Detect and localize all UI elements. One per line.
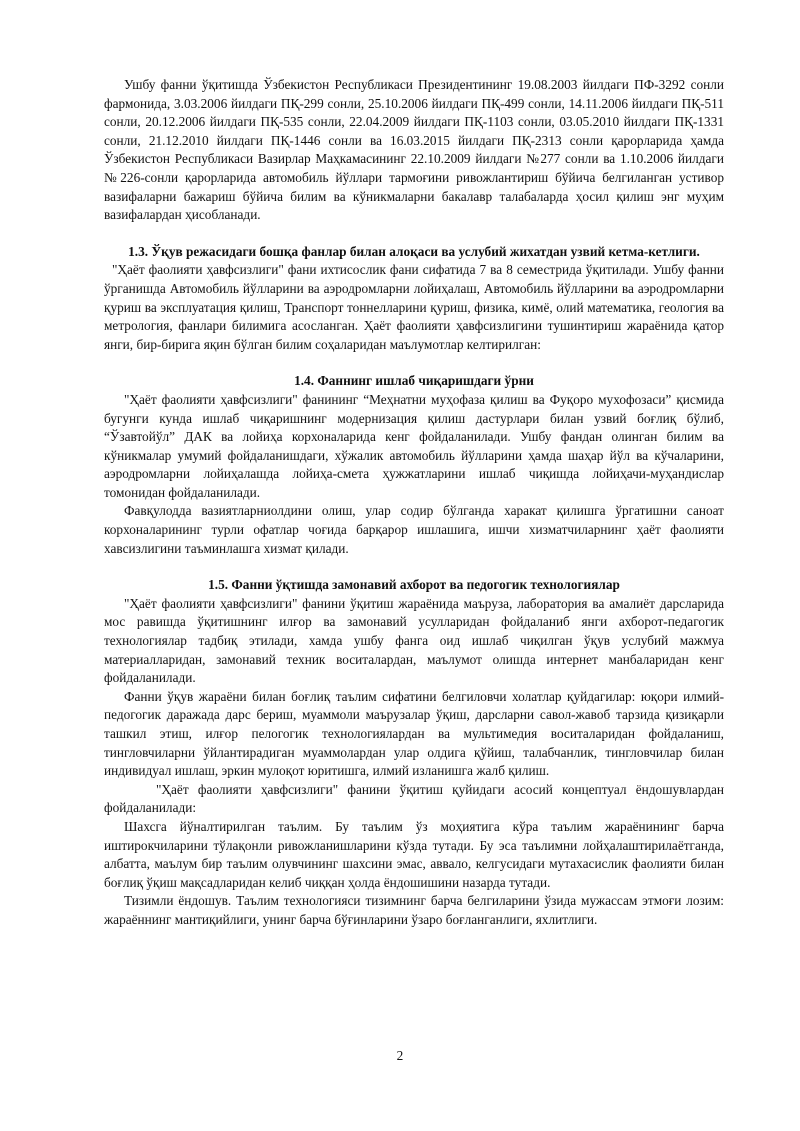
section-1-5-paragraph: Фанни ўқув жараёни билан боғлиқ таълим сифатини белгиловчи холатлар қуйдагилар: юқори илмий-педогогик даражада дарс бериш, муаммоли маърузалар ўқиш, дарсларни савол-жавоб тарзида қизиқарли ташкил этиш, илғор пелогогик технологиялардан ва мультимедия воситаларидан фойдаланиш, тингловчиларни ўйлантирадиган муаммолардан улар олдига қўйиш, талабчанлик, тингловчилар билан индивидуал ишлаш, эркин мулоқот юритишга, илмий изланишга жалб қилиш. — [104, 688, 724, 779]
section-1-3-heading: 1.3. Ўқув режасидаги бошқа фанлар билан алоқаси ва услубий жихатдан узвий кетма-кетлиги. — [128, 243, 700, 259]
section-1-5-paragraph: Тизимли ёндошув. Таълим технологияси тизимнинг барча белгиларини ўзида мужассам этмоғи лозим: жараённинг мантиқийлиги, унинг барча бўғинларини ўзаро боғланганлиги, яхлитлиги. — [104, 893, 724, 927]
page-number: 2 — [396, 1048, 404, 1063]
spacer — [104, 354, 724, 372]
section-1-5-paragraph: "Ҳаёт фаолияти ҳавфсизлиги" фанини ўқитиш жараёнида маъруза, лаборатория ва амалиёт дарсларида мос равишда ўқитишнинг илғор ва замонавий усулларидан фойдаланиб янги ахборот-педагогик технологиялар тадбиқ этилади, хамда ушбу фанга оид ишлаб чиқилган ўқув услубий мажмуа материалларидан, замонавий техник воситалардан, маълумот олишда интернет манбаларидан кенг фойдаланилади. — [104, 595, 724, 686]
document-page — [104, 76, 724, 930]
section-1-4-paragraph: Фавқулодда вазиятларниолдини олиш, улар содир бўлганда харакат қилишга ўргатишни саноат корхоналарининг турли офатлар чоғида барқарор ишлашига, ишчи хизматчиларнинг ҳаёт фаолияти хавсизлигини таъминлашга хизмат қилади. — [104, 503, 724, 556]
intro-paragraph: Ушбу фанни ўқитишда Ўзбекистон Республикаси Президентининг 19.08.2003 йилдаги ПФ-3292 сонли фармонида, 3.03.2006 йилдаги ПҚ-299 сонли, 25.10.2006 йилдаги ПҚ-499 сонли, 14.11.2006 йилдаги ПҚ-511 сонли, 20.12.2006 йилдаги ПҚ-535 сонли, 22.04.2009 йилдаги ПҚ-1103 сонли, 03.05.2010 йилдаги ПҚ-1331 сонли, 21.12.2010 йилдаги ПҚ-1446 сонли ва 16.03.2015 йилдаги ПҚ-2313 сонли қарорларида ҳамда Ўзбекистон Республикаси Вазирлар Маҳкамасининг 22.10.2009 йилдаги №277 сонли ва 1.10.2006 йилдаги №226-сонли қарорларида автомобиль йўллари тармоғини ривожлантириш бўйича белгиланган устивор вазифаларни бажариш бўйича билим ва кўникмаларни бакалавр талабаларда ҳосил қилиш энг муҳим вазифалардан ҳисобланади. — [104, 77, 724, 223]
spacer — [104, 225, 724, 243]
spacer — [104, 558, 724, 576]
section-1-4-paragraph: "Ҳаёт фаолияти ҳавфсизлиги" фанининг “Меҳнатни муҳофаза қилиш ва Фуқоро мухофозаси” қисмида бугунги кунда ишлаб чиқаришнинг модернизация қилиш дастурлари билан узвий боғлиқ бўлиб, “Ўзавтойўл” ДАК ва лойиҳа корхоналарида кенг фойдаланилади. Ушбу фандан олинган билим ва кўникмалар умумий фойдаланишдаги, хўжалик автомобиль йўлларини ҳамда шаҳар йўл ва кўчаларини, аэродромларни лойиҳалашда лойиҳа-смета ҳужжатларини ишлаб чиқишда лойиҳачи-муҳандислар томонидан фойдаланилади. — [104, 391, 724, 500]
section-1-5-heading: 1.5. Фанни ўқтишда замонавий ахборот ва педогогик технологиялар — [208, 577, 620, 593]
section-1-5-paragraph: "Ҳаёт фаолияти ҳавфсизлиги" фанини ўқитиш қуйидаги асосий концептуал ёндошувлардан фойдаланилади: — [104, 781, 724, 816]
section-1-4-heading: 1.4. Фаннинг ишлаб чиқаришдаги ўрни — [294, 373, 534, 389]
section-1-3-paragraph: "Ҳаёт фаолияти ҳавфсизлиги" фани ихтисослик фани сифатида 7 ва 8 семестрида ўқитилади. Ушбу фанни ўрганишда Автомобиль йўлларини ва аэродромларни лойиҳалаш, Автомобиль йўлларини ва аэродромларни қуриш ва эксплуатация қилиш, Транспорт тоннелларини қуриш, физика, кимё, олий математика, геология ва метрология, фанлари билимига асосланган. Ҳаёт фаолияти ҳавфсизлигини тушинтириш жараёнида қатор янги, бир-бирига яқин бўлган билим соҳаларидан маълумотлар келтирилган: — [104, 262, 724, 352]
section-1-5-paragraph: Шахсга йўналтирилган таълим. Бу таълим ўз моҳиятига кўра таълим жараёнининг барча иштирокчиларини тўлақонли ривожланишларини кўзда тутади. Бу эса таълимни лойҳалаштирилаётганда, албатта, маълум бир таълим олувчининг шахсини эмас, аввало, келгусидаги мутахасислик фаолияти билан боғлиқ ўқиш мақсадларидан келиб чиққан ҳолда ёндошишини назарда тутади. — [104, 818, 724, 890]
